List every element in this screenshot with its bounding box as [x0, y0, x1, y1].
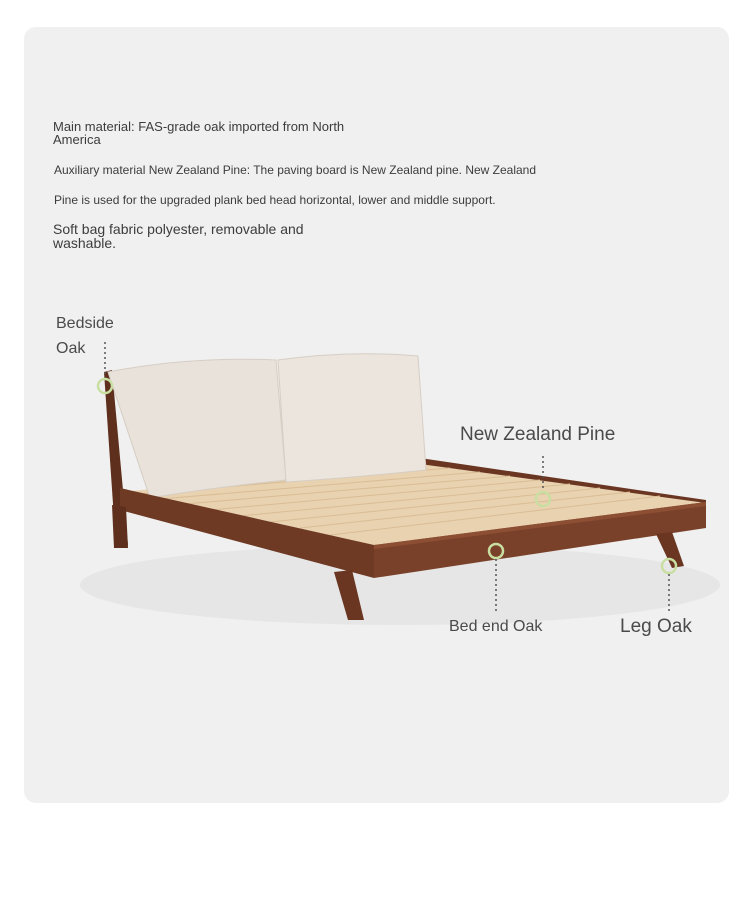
bedside-label-line1: Bedside: [56, 315, 114, 332]
bedside-oak-label: [56, 311, 136, 361]
bedside-label-line2: Oak: [56, 340, 86, 357]
main-material-text: Main material: FAS-grade oak imported from North America: [53, 119, 345, 147]
back-leg: [112, 505, 128, 548]
new-zealand-pine-label: New Zealand Pine: [460, 424, 616, 445]
auxiliary-material-line-2: Pine is used for the upgraded plank bed head horizontal, lower and middle support.: [54, 193, 496, 207]
leg-oak-label: Leg Oak: [620, 616, 692, 637]
bed-end-oak-label: Bed end Oak: [449, 618, 543, 635]
auxiliary-material-line-1: Auxiliary material New Zealand Pine: The paving board is New Zealand pine. New Zealand: [54, 163, 537, 177]
right-cushion: [278, 354, 426, 482]
left-cushion: [108, 359, 286, 498]
soft-bag-text: Soft bag fabric polyester, removable and washable.: [53, 221, 304, 251]
